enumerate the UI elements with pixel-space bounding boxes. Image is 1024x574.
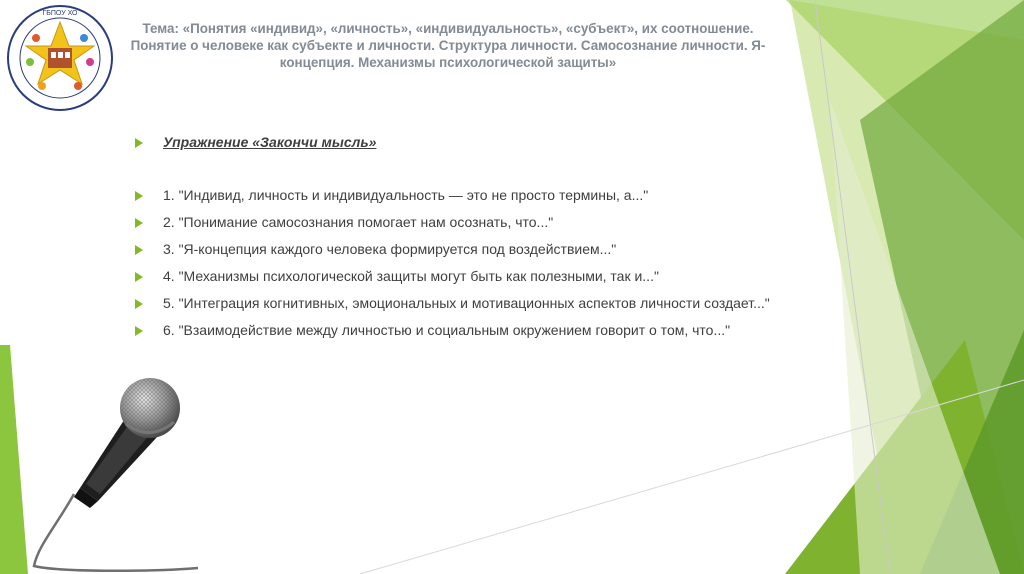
- exercise-heading-item: [135, 134, 835, 151]
- bullet-arrow-icon: [135, 245, 143, 255]
- bullet-arrow-icon: [135, 191, 143, 201]
- exercise-heading: Упражнение «Закончи мысль»: [163, 134, 377, 150]
- list-item: [135, 268, 835, 285]
- list-item: [135, 214, 835, 231]
- list-item: [135, 187, 835, 204]
- list-item: [135, 241, 835, 258]
- bullet-arrow-icon: [135, 299, 143, 309]
- bullet-arrow-icon: [135, 326, 143, 336]
- exercise-list: [135, 134, 835, 339]
- list-item-text: 6. "Взаимодействие между личностью и социальным окружением говорит о том, что...": [163, 322, 731, 338]
- list-item-text: 1. "Индивид, личность и индивидуальность — это не просто термины, а...": [163, 187, 649, 203]
- logo-text: ГБПОУ ХО: [42, 10, 78, 17]
- microphone-icon: [28, 376, 218, 574]
- list-item: [135, 322, 835, 339]
- list-item: [135, 295, 835, 312]
- list-item-text: 2. "Понимание самосознания помогает нам осознать, что...": [163, 214, 554, 230]
- bullet-arrow-icon: [135, 138, 143, 148]
- list-item-text: 4. "Механизмы психологической защиты могут быть как полезными, так и...": [163, 268, 659, 284]
- list-item-text: 5. "Интеграция когнитивных, эмоциональных и мотивационных аспектов личности создает...": [163, 295, 770, 311]
- bullet-arrow-icon: [135, 218, 143, 228]
- college-logo: [2, 2, 118, 114]
- slide-title: Тема: «Понятия «индивид», «личность», «индивидуальность», «субъект», их соотношение. Понятие о человеке как субъекте и личности. Структура личности. Самосознание личности. Я-концепция. Механизмы психологической защиты»: [130, 21, 766, 70]
- list-item-text: 3. "Я-концепция каждого человека формируется под воздействием...": [163, 241, 617, 257]
- bullet-arrow-icon: [135, 272, 143, 282]
